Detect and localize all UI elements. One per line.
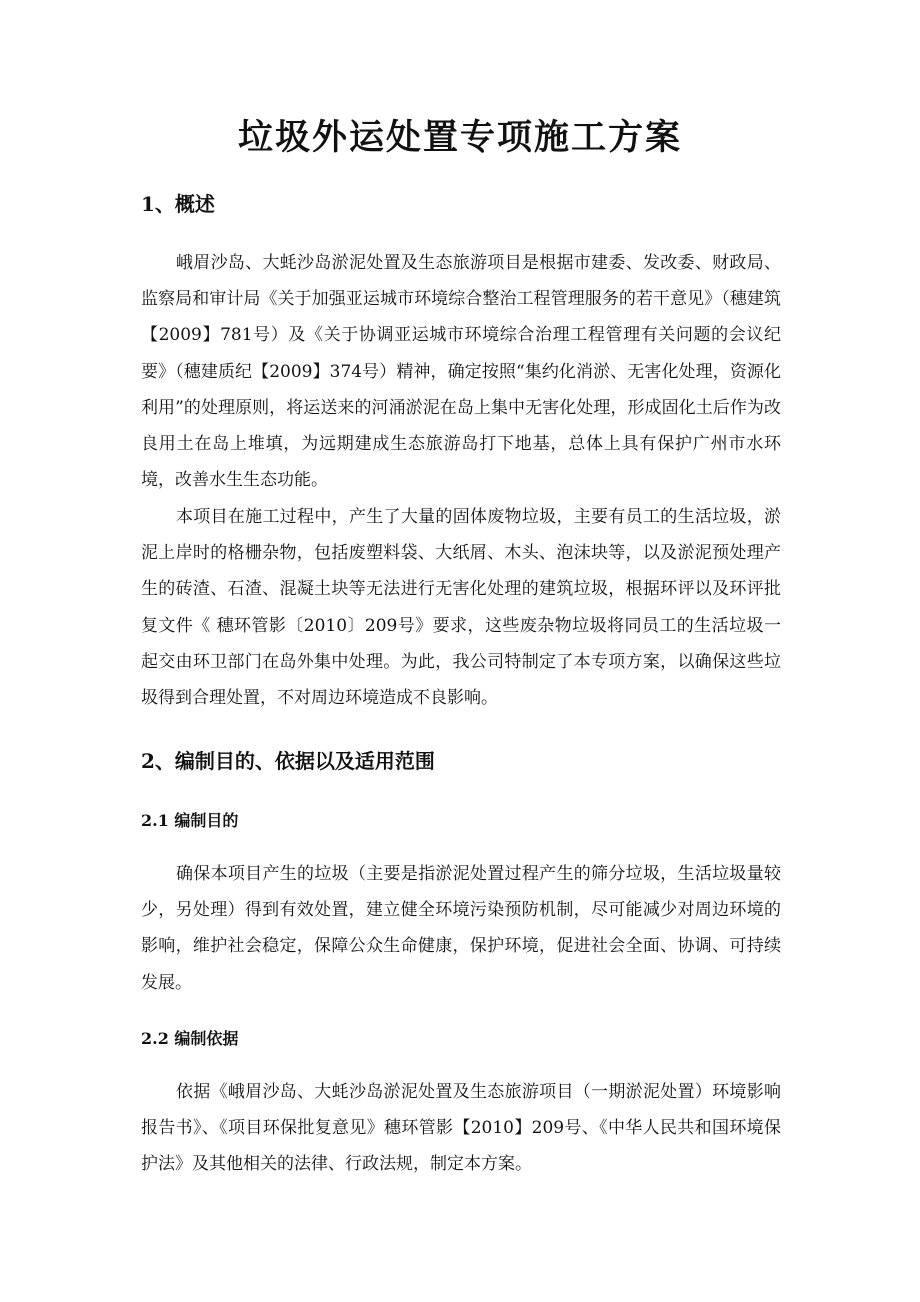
document-title: 垃圾外运处置专项施工方案	[237, 117, 682, 158]
paragraph-basis: 依据《峨眉沙岛、大蚝沙岛淤泥处置及生态旅游项目（一期淤泥处置）环境影响报告书》、《项目环保批复意见》穗环管影【2010】209号、《中华人民共和国环境保护法》及其他相关的法律、行政法规，制定本方案。	[141, 1082, 781, 1175]
paragraph-purpose: 确保本项目产生的垃圾（主要是指淤泥处置过程产生的筛分垃圾，生活垃圾量较少，另处理）得到有效处置，建立健全环境污染预防机制，尽可能减少对周边环境的影响，维护社会稳定，保障公众生命健康，保护环境，促进社会全面、协调、可持续发展。	[141, 864, 781, 993]
subsection-heading-purpose: 2.1 编制目的	[141, 811, 239, 830]
paragraph-overview-1: 峨眉沙岛、大蚝沙岛淤泥处置及生态旅游项目是根据市建委、发改委、财政局、监察局和审计局《关于加强亚运城市环境综合整治工程管理服务的若干意见》（穗建筑【2009】781号）及《关于协调亚运城市环境综合治理工程管理有关问题的会议纪要》（穗建质纪【2009】374号）精神，确定按照“集约化消淤、无害化处理，资源化利用”的处理原则，将运送来的河涌淤泥在岛上集中无害化处理，形成固化土后作为改良用土在岛上堆填，为远期建成生态旅游岛打下地基，总体上具有保护广州市水环境，改善水生生态功能。	[141, 253, 781, 491]
paragraph-overview-2: 本项目在施工过程中，产生了大量的固体废物垃圾，主要有员工的生活垃圾，淤泥上岸时的格栅杂物，包括废塑料袋、大纸屑、木头、泡沫块等，以及淤泥预处理产生的砖渣、石渣、混凝土块等无法进行无害化处理的建筑垃圾，根据环评以及环评批复文件《 穗环管影〔2010〕209号》要求，这些废杂物垃圾将同员工的生活垃圾一起交由环卫部门在岛外集中处理。为此，我公司特制定了本专项方案，以确保这些垃圾得到合理处置，不对周边环境造成不良影响。	[141, 507, 781, 709]
section-heading-purpose-basis-scope: 2、编制目的、依据以及适用范围	[141, 749, 435, 773]
subsection-heading-basis: 2.2 编制依据	[141, 1029, 239, 1048]
section-heading-overview: 1、概述	[141, 192, 215, 216]
